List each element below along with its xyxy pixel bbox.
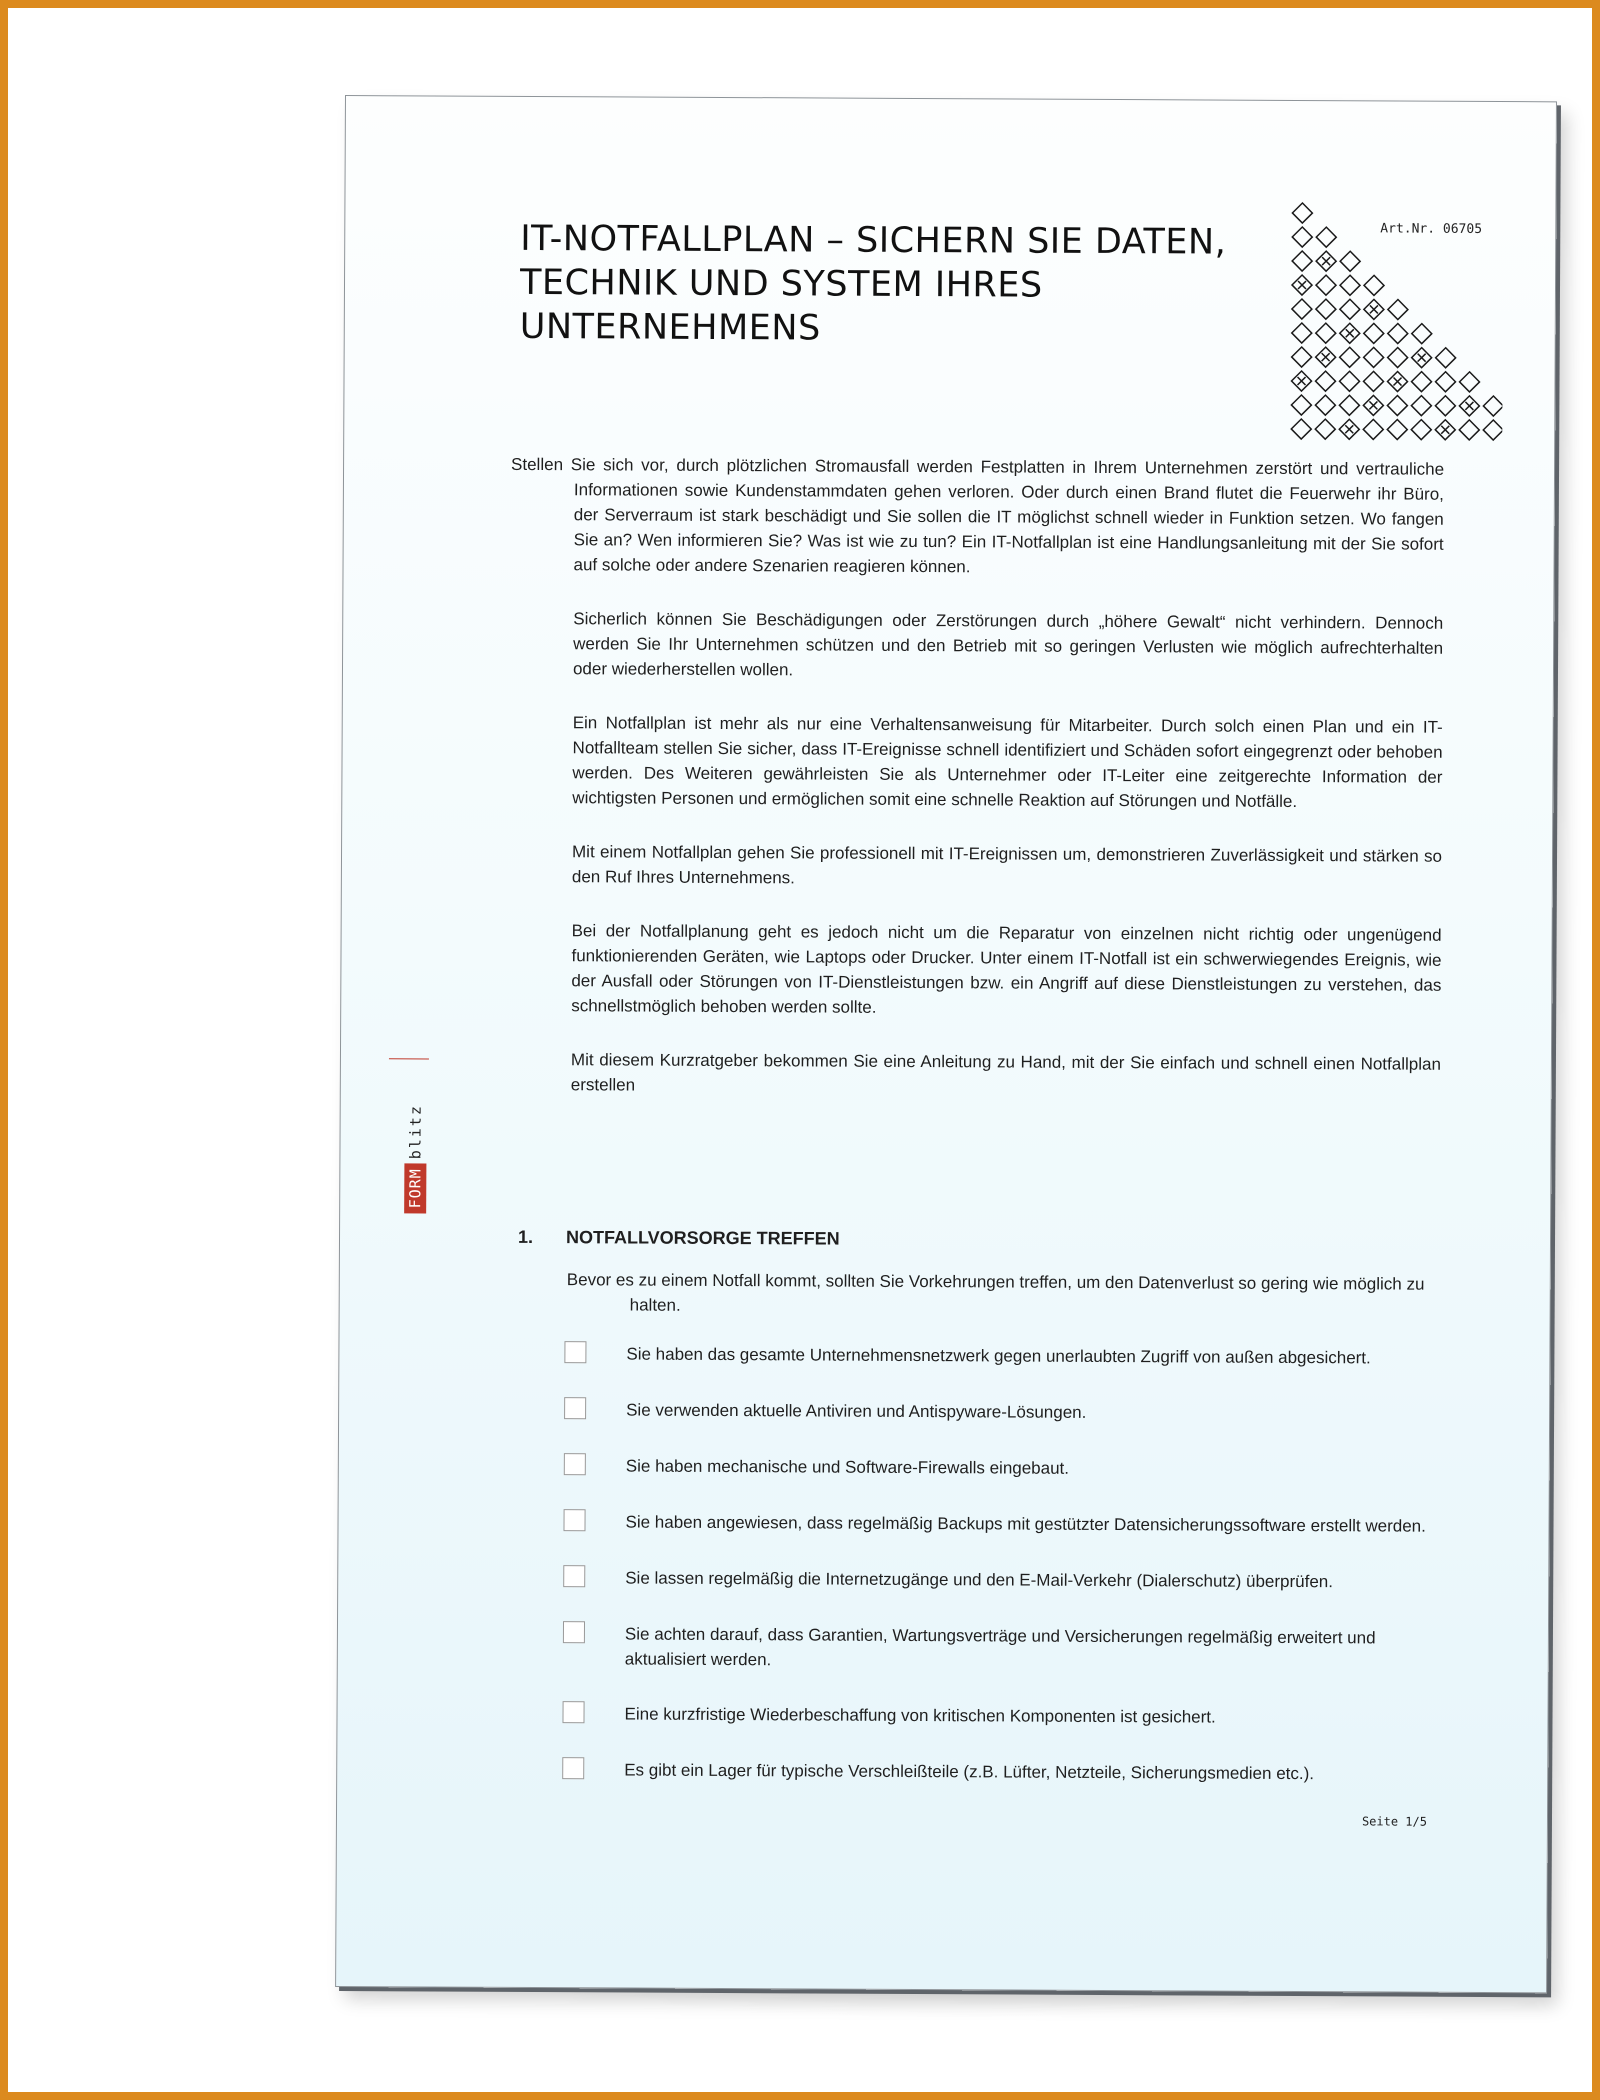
pattern-diamond bbox=[1339, 371, 1359, 391]
pattern-cross bbox=[1345, 425, 1353, 433]
pattern-diamond bbox=[1315, 419, 1335, 439]
checklist-item-text: Sie lassen regelmäßig die Internetzugänge und den E-Mail-Verkehr (Dialerschutz) überprüfen. bbox=[625, 1568, 1334, 1592]
brand-blitz: blitz bbox=[406, 1104, 425, 1160]
checklist bbox=[562, 1335, 1444, 1812]
section-heading bbox=[518, 1227, 1418, 1253]
pattern-cross bbox=[1322, 257, 1330, 265]
checklist-item bbox=[562, 1751, 1442, 1812]
checkbox[interactable] bbox=[563, 1621, 585, 1643]
checklist-item bbox=[564, 1447, 1444, 1508]
pattern-diamond bbox=[1292, 299, 1312, 319]
pattern-diamond bbox=[1435, 396, 1455, 416]
pattern-diamond bbox=[1364, 323, 1384, 343]
checkbox[interactable] bbox=[562, 1757, 584, 1779]
document-title bbox=[520, 217, 1281, 353]
pattern-diamond bbox=[1315, 395, 1335, 415]
intro-paragraph: Sicherlich können Sie Beschädigungen oder Zerstörungen durch „höhere Gewalt“ nicht verhindern. Dennoch werden Sie Ihr Unternehmen schützen und den Betrieb mit so geringen Verlusten wie möglich aufrechterhalten oder wiederherstellen wollen. bbox=[572, 609, 1444, 680]
pattern-diamond bbox=[1340, 299, 1360, 319]
pattern-diamond bbox=[1340, 275, 1360, 295]
checklist-item-text: Sie haben das gesamte Unternehmensnetzwerk gegen unerlaubten Zugriff von außen abgesichert. bbox=[626, 1344, 1371, 1368]
pattern-diamond bbox=[1292, 203, 1312, 223]
pattern-diamond bbox=[1411, 420, 1431, 440]
pattern-cross bbox=[1393, 377, 1401, 385]
checklist-item-text: Sie achten darauf, dass Garantien, Wartungsverträge und Versicherungen regelmäßig erweitert und aktualisiert werden. bbox=[624, 1624, 1376, 1670]
intro-paragraph: Mit einem Notfallplan gehen Sie professionell mit IT-Ereignissen um, demonstrieren Zuverlässigkeit und stärken so den Ruf Ihres Unternehmens. bbox=[571, 842, 1443, 888]
checklist-item-text: Sie verwenden aktuelle Antiviren und Antispyware-Lösungen. bbox=[626, 1400, 1087, 1422]
pattern-diamond bbox=[1291, 419, 1311, 439]
intro-paragraph: Ein Notfallplan ist mehr als nur eine Verhaltensanweisung für Mitarbeiter. Durch solch einen Plan und ein IT-Notfallteam stellen Sie sicher, dass IT-Ereignisse schnell identifiziert und Schäden sofort eingegrenzt oder behoben werden. Des Weiteren gewährleisten Sie als Unternehmer oder IT-Leiter eine zeitgerechte Information der wichtigsten Personen und ermöglichen somit eine schnelle Reaktion auf Störungen und Notfälle. bbox=[572, 713, 1443, 811]
pattern-cross bbox=[1441, 426, 1449, 434]
pattern-diamond bbox=[1339, 395, 1359, 415]
pattern-diamond bbox=[1387, 395, 1407, 415]
section-number: 1. bbox=[517, 1226, 534, 1248]
pattern-diamond bbox=[1411, 396, 1431, 416]
pattern-cross bbox=[1465, 402, 1473, 410]
checklist-item-text: Sie haben angewiesen, dass regelmäßig Backups mit gestützter Datensicherungssoftware erstellt werden. bbox=[625, 1512, 1426, 1536]
pattern-diamond bbox=[1483, 396, 1503, 416]
pattern-diamond bbox=[1316, 275, 1336, 295]
checklist-item bbox=[562, 1695, 1442, 1756]
checkbox[interactable] bbox=[563, 1565, 585, 1587]
pattern-cross bbox=[1418, 354, 1426, 362]
pattern-diamond bbox=[1292, 251, 1312, 271]
checklist-item bbox=[563, 1559, 1443, 1620]
pattern-diamond bbox=[1315, 371, 1335, 391]
pattern-diamond bbox=[1292, 227, 1312, 247]
checklist-item bbox=[563, 1503, 1443, 1564]
brand-form: FORM bbox=[404, 1163, 426, 1213]
pattern-diamond bbox=[1412, 324, 1432, 344]
article-number: Art.Nr. 06705 bbox=[1380, 221, 1483, 237]
pattern-diamond bbox=[1364, 347, 1384, 367]
pattern-diamond bbox=[1292, 323, 1312, 343]
page-indicator: Seite 1/5 bbox=[1361, 1814, 1428, 1829]
pattern-diamond bbox=[1388, 299, 1408, 319]
intro-paragraph: Bei der Notfallplanung geht es jedoch nicht um die Reparatur von einzelnen nicht richtig oder ungenügend funktionierenden Geräten, wie Laptops oder Drucker. Unter einem IT-Notfall ist ein schwerwiegendes Ereignis, wie der Ausfall oder Störungen von IT-Dienstleistungen bzw. ein Angriff auf diese Dienstleistungen zu verstehen, das schnellstmöglich behoben werden sollte. bbox=[571, 921, 1442, 1017]
pattern-diamond bbox=[1316, 227, 1336, 247]
pattern-diamond bbox=[1483, 420, 1503, 440]
pattern-diamond bbox=[1363, 371, 1383, 391]
pattern-cross bbox=[1297, 377, 1305, 385]
checkbox[interactable] bbox=[564, 1341, 586, 1363]
pattern-diamond bbox=[1363, 419, 1383, 439]
checkbox[interactable] bbox=[564, 1453, 586, 1475]
pattern-diamond bbox=[1459, 372, 1479, 392]
intro-text bbox=[511, 452, 1445, 1131]
pattern-cross bbox=[1346, 329, 1354, 337]
intro-paragraph: Stellen Sie sich vor, durch plötzlichen Stromausfall werden Festplatten in Ihrem Unternehmen zerstört und vertrauliche Informationen sowie Kundenstammdaten gehen verloren. Oder durch einen Brand flutet die Feuerwehr ihr Büro, der Serverraum ist stark beschädigt und Sie sollen die IT möglichst schnell wieder in Funktion setzen. Wo fangen Sie an? Wen informieren Sie? Was ist wie zu tun? Ein IT-Notfallplan ist eine Handlungsanleitung mit der Sie sofort auf solche oder andere Szenarien reagieren können. bbox=[511, 454, 1445, 577]
pattern-cross bbox=[1369, 401, 1377, 409]
pattern-diamond bbox=[1388, 323, 1408, 343]
pattern-diamond bbox=[1459, 420, 1479, 440]
pattern-diamond bbox=[1316, 323, 1336, 343]
pattern-diamond bbox=[1291, 395, 1311, 415]
pattern-diamond bbox=[1340, 251, 1360, 271]
pattern-diamond bbox=[1388, 347, 1408, 367]
pattern-diamond bbox=[1411, 372, 1431, 392]
pattern-diamond bbox=[1435, 372, 1455, 392]
pattern-diamond bbox=[1364, 275, 1384, 295]
intro-paragraph: Mit diesem Kurzratgeber bekommen Sie eine Anleitung zu Hand, mit der Sie einfach und schnell einen Notfallplan erstellen bbox=[570, 1050, 1441, 1095]
document-page bbox=[335, 95, 1557, 1993]
section-title: NOTFALLVORSORGE TREFFEN bbox=[565, 1227, 840, 1249]
brand-logo bbox=[404, 1063, 427, 1213]
title-line: TECHNIK UND SYSTEM IHRES bbox=[519, 262, 1043, 306]
pattern-cross bbox=[1322, 353, 1330, 361]
checklist-item-text: Es gibt ein Lager für typische Verschleißteile (z.B. Lüfter, Netzteile, Sicherungsmedien etc.). bbox=[624, 1760, 1315, 1784]
pattern-cross bbox=[1298, 281, 1306, 289]
pattern-diamond bbox=[1316, 299, 1336, 319]
checklist-item-text: Eine kurzfristige Wiederbeschaffung von kritischen Komponenten ist gesichert. bbox=[624, 1704, 1216, 1727]
lead-line: Bevor es zu einem Notfall kommt, sollten Sie Vorkehrungen treffen, um den Datenverlust so gering wie möglich zu bbox=[566, 1270, 1425, 1294]
pattern-diamond bbox=[1436, 348, 1456, 368]
pattern-diamond bbox=[1340, 347, 1360, 367]
pattern-diamond bbox=[1292, 347, 1312, 367]
checkbox[interactable] bbox=[564, 1397, 586, 1419]
title-line: IT-NOTFALLPLAN – SICHERN SIE DATEN, bbox=[520, 218, 1227, 263]
pattern-diamond bbox=[1387, 419, 1407, 439]
lead-line: halten. bbox=[629, 1295, 681, 1315]
checklist-item bbox=[564, 1335, 1444, 1396]
checkbox[interactable] bbox=[562, 1701, 584, 1723]
title-line: UNTERNEHMENS bbox=[519, 306, 821, 349]
checklist-item-text: Sie haben mechanische und Software-Firewalls eingebaut. bbox=[625, 1456, 1070, 1478]
checkbox[interactable] bbox=[563, 1509, 585, 1531]
section-lead bbox=[567, 1267, 1427, 1322]
checklist-item bbox=[564, 1391, 1444, 1452]
brand-rule bbox=[389, 1058, 429, 1059]
checklist-item bbox=[563, 1615, 1443, 1700]
decorative-pattern-icon bbox=[1287, 199, 1503, 445]
pattern-cross bbox=[1370, 305, 1378, 313]
